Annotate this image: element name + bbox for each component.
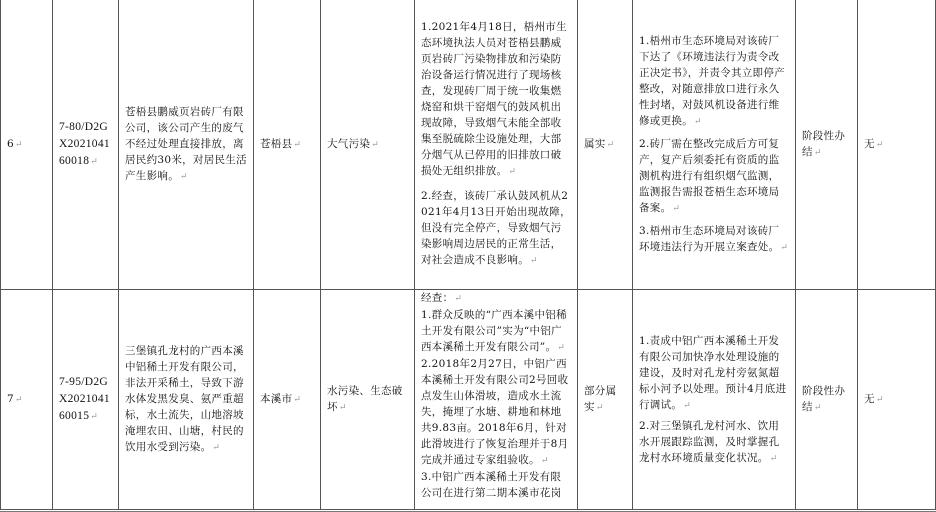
- verdict: 部分属实↵: [578, 290, 633, 510]
- investigation-findings: 经查：↵ 1.群众反映的“广西本溪中铝稀土开发有限公司”实为“中铝广西本溪稀土开发有限公司”。↵ 2.2018年2月27日，中铝广西本溪稀土开发有限公司2号回收点发生山体滑坡，造成水土流失，掩埋了水塘、耕地和林地共9.83亩。2018年6月，针对此滑坡进行了恢复治理并于8月完成并通过专家组验收。↵ 3.中铝广西本溪稀土开发有限公司在进行第二期本溪市花岗: [415, 290, 578, 510]
- row-number: 7↵: [1, 290, 53, 510]
- investigation-findings: 1.2021年4月18日，梧州市生态环境执法人员对苍梧县鹏威页岩砖厂污染物排放和污染防治设备运行情况进行了现场核查，发现砖厂周于统一收集燃烧窑和烘干窑烟气的鼓风机出现故障，导致烟气未能全部收集至脱硫除尘设施处理，大部分烟气从已停用的旧排放口破损处无组织排放。↵ 2.经查，该砖厂承认鼓风机从2021年4月13日开始出现故障，但没有完全停产，导致烟气污染影响周边居民的正常生活，对社会造成不良影响。↵: [415, 0, 578, 290]
- complaint-content: 三堡镇孔龙村的广西本溪中铝稀土开发有限公司，非法开采稀土，导致下游水体发黑发臭、氨严重超标，水土流失，山地溶坡淹埋农田、山塘，村民的饮用水受到污染。↵: [119, 290, 254, 510]
- case-status: 阶段性办结↵: [796, 290, 858, 510]
- table-row: [1, 0, 936, 290]
- remediation-measures: 1.责成中铝广西本溪稀土开发有限公司加快净水处理设施的建设，及时对孔龙村旁氨氮超标小河予以处理。预计4月底进行调试。↵ 2.对三堡镇孔龙村河水、饮用水开展跟踪监测，及时掌握孔龙村水环境质量变化状况。↵: [633, 290, 796, 510]
- complaint-content: 苍梧县鹏威页岩砖厂有限公司，该公司产生的废气不经过处理直接排放，离居民约30米，对居民生活产生影响。↵: [119, 0, 254, 290]
- case-code: 7-95/D2GX202104160015↵: [53, 290, 119, 510]
- accountability: 无↵: [858, 0, 936, 290]
- administrative-area: 本溪市↵: [254, 290, 321, 510]
- pollution-type: 水污染、生态破坏↵: [321, 290, 415, 510]
- case-code: 7-80/D2GX202104160018↵: [53, 0, 119, 290]
- case-status: 阶段性办结↵: [796, 0, 858, 290]
- administrative-area: 苍梧县↵: [254, 0, 321, 290]
- pollution-type: 大气污染↵: [321, 0, 415, 290]
- remediation-measures: 1.梧州市生态环境局对该砖厂下达了《环境违法行为责令改正决定书》，并责令其立即停产整改，对随意排放口进行永久性封堵，对鼓风机设备进行维修或更换。↵ 2.砖厂需在整改完成后方可复产，复产后须委托有资质的监测机构进行有组织烟气监测，监测报告需报苍梧生态环境局备案。↵ 3.梧州市生态环境局对该砖厂环境违法行为开展立案查处。↵: [633, 0, 796, 290]
- row-number: 6↵: [1, 0, 53, 290]
- verdict: 属实↵: [578, 0, 633, 290]
- table-row: [1, 290, 936, 510]
- accountability: 无↵: [858, 290, 936, 510]
